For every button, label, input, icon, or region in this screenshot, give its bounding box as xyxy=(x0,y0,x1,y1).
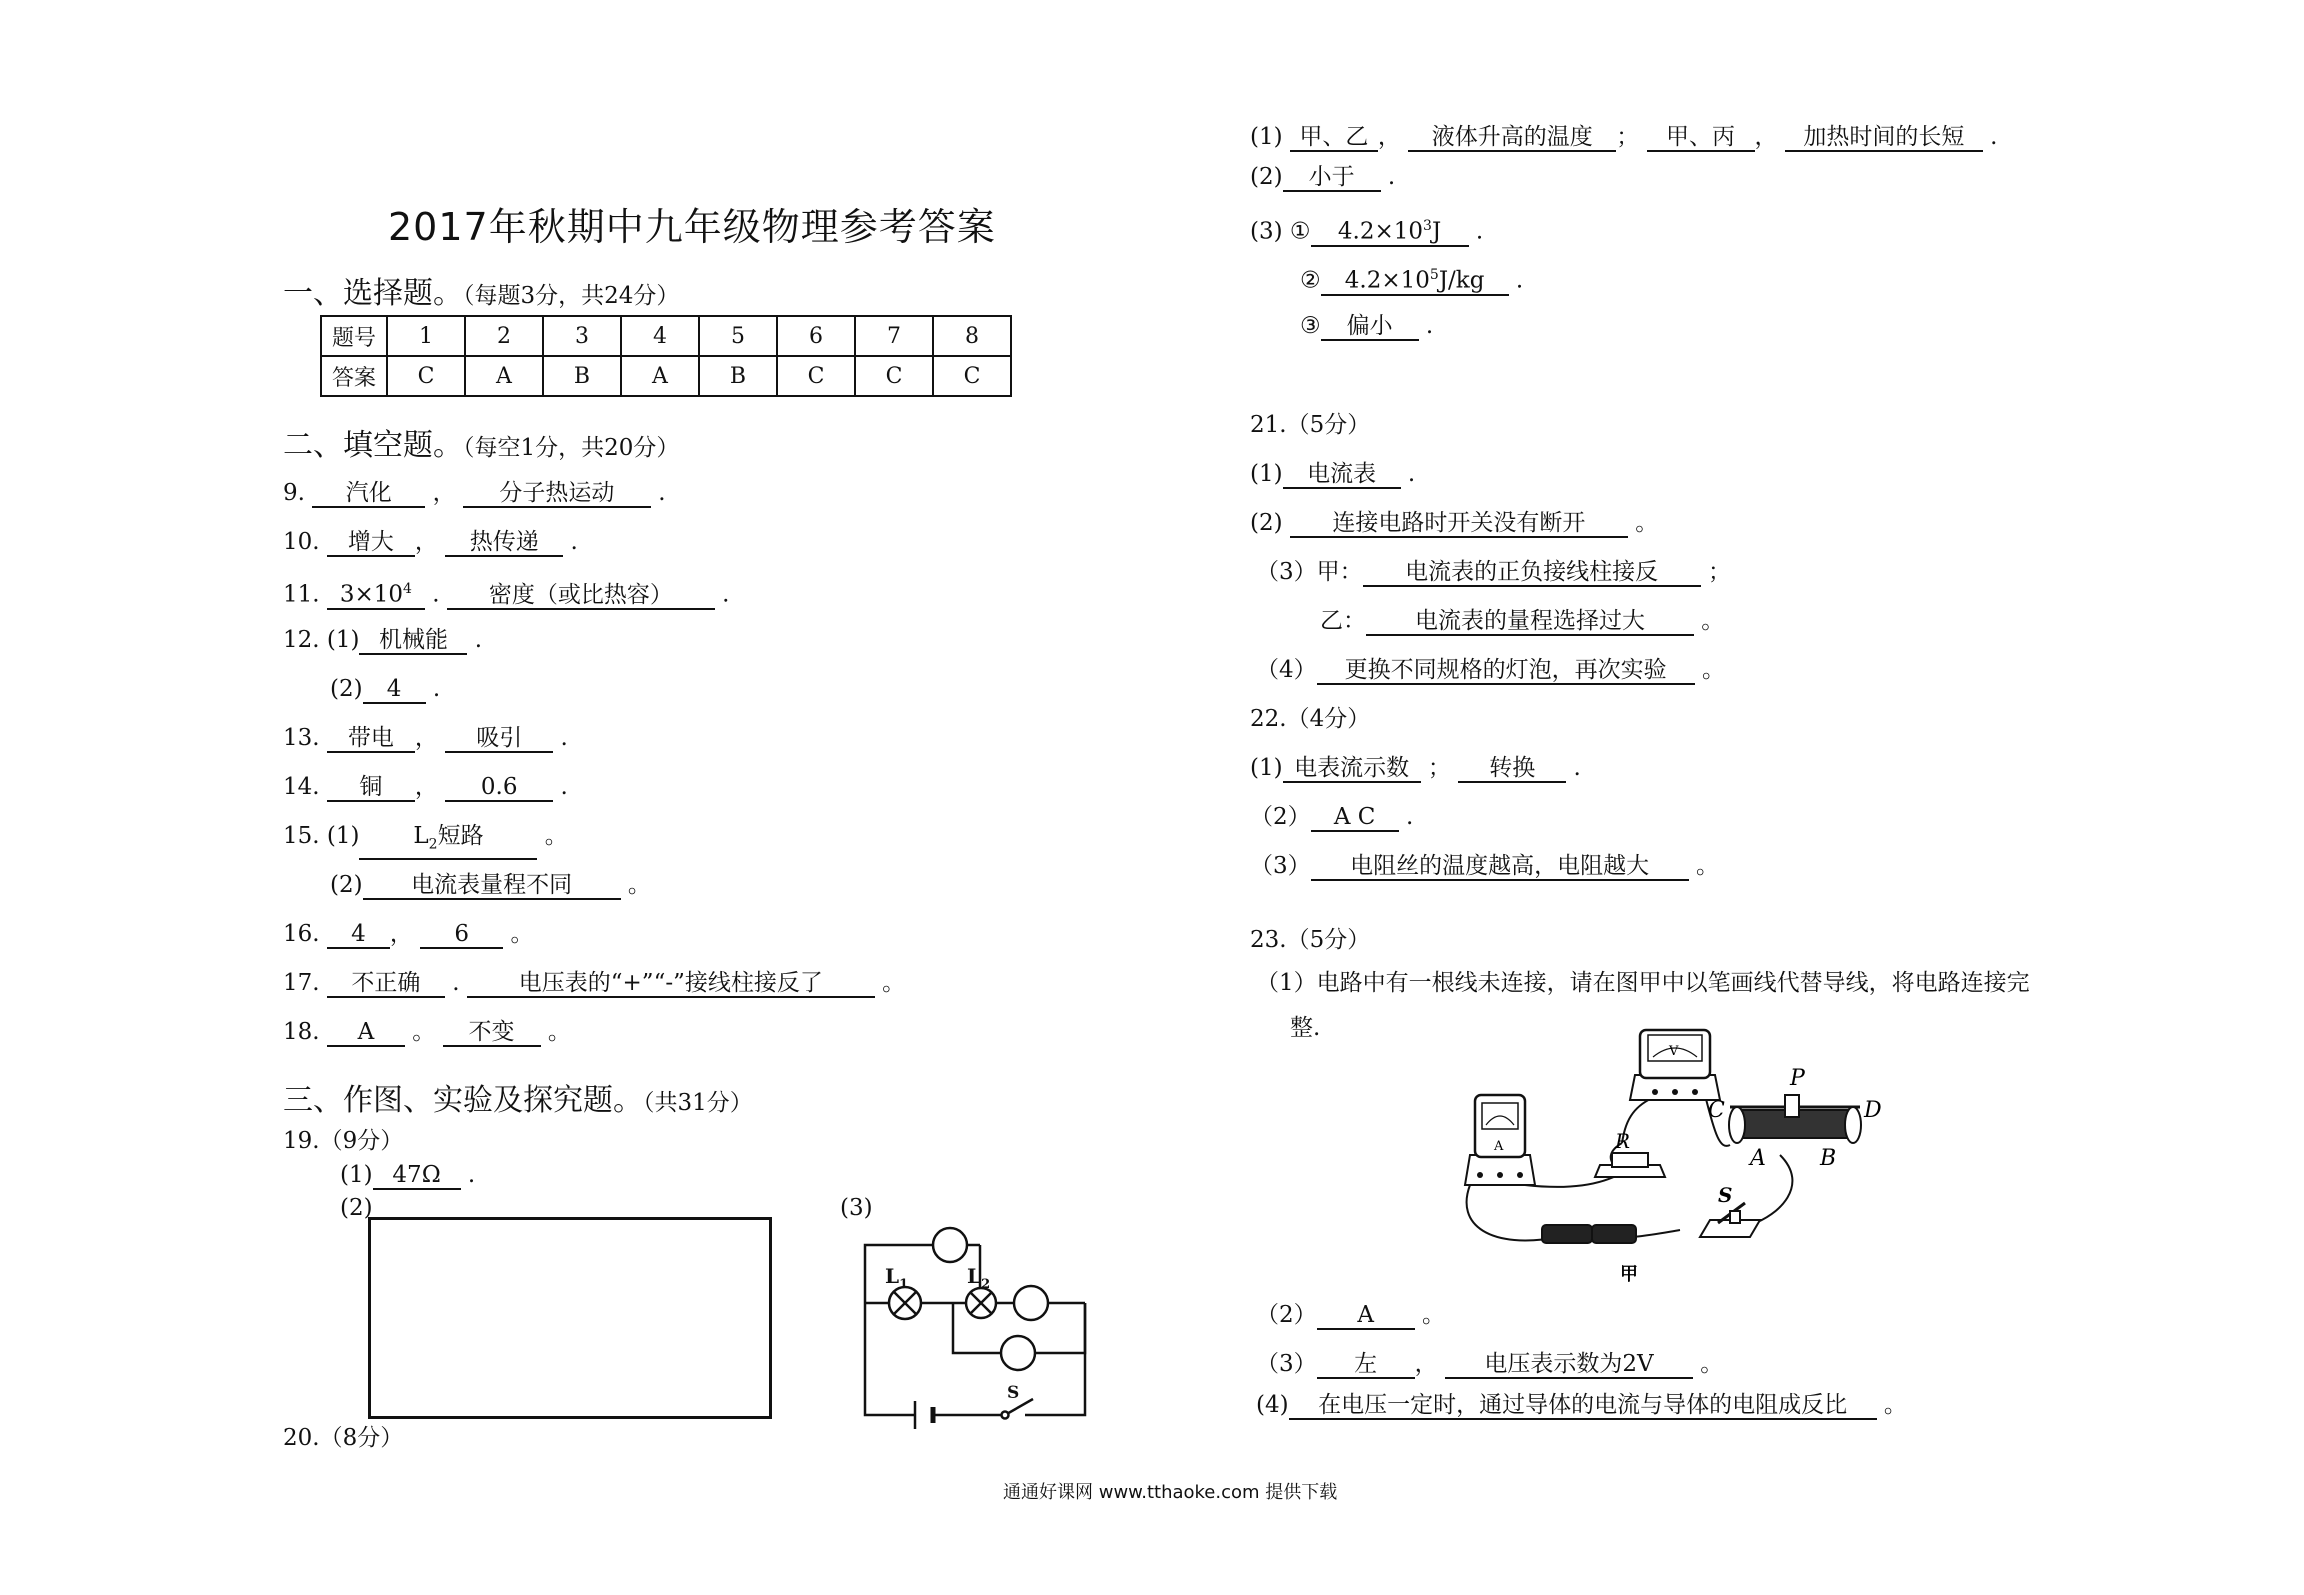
table-cell: 7 xyxy=(855,316,933,356)
answer-table xyxy=(320,315,1012,397)
answer-blank: 4 xyxy=(363,676,426,704)
question-21-part-3-a: （3）甲： 电流表的正负接线柱接反 ； xyxy=(1256,559,1731,585)
section-3-title: 三、作图、实验及探究题。 xyxy=(283,1083,643,1118)
answer-base: 4.2×10 xyxy=(1337,218,1424,245)
answer-exponent: 4 xyxy=(403,581,412,597)
question-21-part-3-b: 乙： 电流表的量程选择过大 。 xyxy=(1320,608,1725,634)
table-cell: C xyxy=(855,356,933,396)
question-21-part-4: （4） 更换不同规格的灯泡，再次实验 。 xyxy=(1256,657,1725,683)
question-19-part-2-label: (2) xyxy=(340,1195,373,1221)
question-22-part-2: （2） A C . xyxy=(1250,804,1414,830)
footer-source: 通通好课网 www.tthaoke.com 提供下载 xyxy=(1003,1482,1338,1503)
switch-icon xyxy=(1700,1183,1760,1237)
question-15: 15. (1) $L_2$短路 。 xyxy=(283,821,568,860)
question-number: 18. xyxy=(283,1019,320,1045)
answer-blank: 甲、乙 xyxy=(1290,124,1378,152)
answer-blank: 吸引 xyxy=(445,725,553,753)
question-20-part-2: (2) 小于 . xyxy=(1250,164,1396,190)
section-2-note: （每空1分，共20分） xyxy=(463,435,680,461)
table-cell: 3 xyxy=(543,316,621,356)
question-21-part-1: (1) 电流表 . xyxy=(1250,461,1416,487)
section-2-title: 二、填空题。 xyxy=(283,428,463,463)
table-cell: 6 xyxy=(777,316,855,356)
question-number: 10. xyxy=(283,529,320,555)
answer-blank: 6 xyxy=(420,921,503,949)
section-3-note: （共31分） xyxy=(643,1090,753,1116)
answer-blank: 电流表 xyxy=(1283,461,1401,489)
answer-blank: 47Ω xyxy=(373,1162,461,1190)
part-label: (1) xyxy=(1250,461,1283,487)
table-cell: C xyxy=(777,356,855,396)
answer-blank: 热传递 xyxy=(445,529,563,557)
answer-blank: 电流表的正负接线柱接反 xyxy=(1363,559,1701,587)
question-number: 15. xyxy=(283,823,320,849)
table-cell: B xyxy=(543,356,621,396)
section-1-title: 一、选择题。 xyxy=(283,276,463,311)
part-label: (2) xyxy=(330,872,363,898)
label-switch: S xyxy=(1007,1383,1020,1403)
answer-blank xyxy=(1311,213,1469,247)
question-22-heading: 22.（4分） xyxy=(1250,706,1371,732)
answer-blank: 加热时间的长短 xyxy=(1785,124,1983,152)
question-19-part-1: (1) 47Ω . xyxy=(340,1162,476,1188)
question-20-part-1: (1) 甲、乙 ， 液体升高的温度 ； 甲、丙 ， 加热时间的长短 . xyxy=(1250,124,1998,150)
table-header-answer: 答案 xyxy=(321,356,387,396)
circuit-diagram xyxy=(855,1215,1095,1445)
answer-blank: 电流表的量程选择过大 xyxy=(1366,608,1694,636)
answer-blank: 电压表示数为2V xyxy=(1445,1351,1693,1379)
table-cell: 8 xyxy=(933,316,1011,356)
question-20-part-3-1: (3) ① $4.2\times 10^3J$ . xyxy=(1250,213,1483,247)
answer-blank: A xyxy=(1317,1302,1415,1330)
answer-blank: A xyxy=(327,1019,405,1047)
question-21-heading: 21.（5分） xyxy=(1250,412,1371,438)
answer-blank: 铜 xyxy=(327,774,415,802)
question-23-prompt-line-1: （1）电路中有一根线未连接，请在图甲中以笔画线代替导线，将电路连接完 xyxy=(1256,970,2030,996)
ammeter-icon xyxy=(1465,1095,1535,1185)
label-l2: $L_2$ xyxy=(967,1264,991,1292)
question-number: 16. xyxy=(283,921,320,947)
part-label: （3） xyxy=(1256,1351,1317,1377)
answer-unit: J xyxy=(1431,218,1442,245)
answer-blank: 密度（或比热容） xyxy=(447,582,715,610)
question-18: 18. A 。 不变 。 xyxy=(283,1019,571,1045)
answer-blank: 电压表的“+”“-”接线柱接反了 xyxy=(467,970,875,998)
question-23-prompt-line-2: 整. xyxy=(1290,1015,1321,1041)
question-22-part-1: (1) 电表流示数 ； 转换 . xyxy=(1250,755,1581,781)
part-label: (3) xyxy=(1250,218,1283,245)
question-23-part-2: （2） A 。 xyxy=(1256,1302,1445,1328)
question-number: 13. xyxy=(283,725,320,751)
table-cell: A xyxy=(465,356,543,396)
question-23-heading: 23.（5分） xyxy=(1250,927,1371,953)
table-cell: A xyxy=(621,356,699,396)
question-9: 9. 汽化 ， 分子热运动 . xyxy=(283,480,666,506)
answer-letter: L xyxy=(413,823,429,849)
part-label: 乙： xyxy=(1320,608,1366,634)
answer-blank: 在电压一定时，通过导体的电流与导体的电阻成反比 xyxy=(1289,1392,1877,1420)
answer-table-number-row xyxy=(321,316,1011,356)
question-14: 14. 铜 ， 0.6 . xyxy=(283,774,568,800)
part-label: （2） xyxy=(1250,804,1311,830)
rheostat-icon xyxy=(1708,1066,1882,1171)
label-b: B xyxy=(1820,1146,1837,1171)
lamp-bottom-icon xyxy=(1001,1336,1035,1370)
section-1-heading xyxy=(283,268,679,312)
question-23-part-4: (4) 在电压一定时，通过导体的电流与导体的电阻成反比 。 xyxy=(1256,1392,1907,1418)
answer-blank: 更换不同规格的灯泡，再次实验 xyxy=(1317,657,1695,685)
page-title: 2017年秋期中九年级物理参考答案 xyxy=(388,205,996,249)
question-20-part-3-2: ② $4.2\times 10^5J/kg$ . xyxy=(1300,262,1523,296)
section-1-note: （每题3分，共24分） xyxy=(463,283,680,309)
table-cell: 1 xyxy=(387,316,465,356)
voltmeter-icon xyxy=(1630,1030,1720,1100)
label-a: A xyxy=(1750,1146,1766,1171)
answer-blank: 不变 xyxy=(443,1019,541,1047)
question-20-heading: 20.（8分） xyxy=(283,1425,404,1451)
question-23-part-3: （3） 左 ， 电压表示数为2V 。 xyxy=(1256,1351,1724,1377)
answer-base: 3×10 xyxy=(339,581,404,608)
question-19-heading: 19.（9分） xyxy=(283,1128,404,1154)
answer-blank xyxy=(1321,262,1509,296)
question-number: 9. xyxy=(283,480,305,506)
question-number: 14. xyxy=(283,774,320,800)
answer-blank: 机械能 xyxy=(359,627,467,655)
switch-pivot-icon xyxy=(1002,1412,1009,1419)
item-mark: ② xyxy=(1300,267,1321,294)
question-16: 16. 4 ， 6 。 xyxy=(283,921,534,947)
answer-blank: 不正确 xyxy=(327,970,445,998)
part-label: （3）甲： xyxy=(1256,559,1363,585)
label-l1: $L_1$ xyxy=(885,1264,909,1292)
question-number: 17. xyxy=(283,970,320,996)
voltmeter-label: V xyxy=(1669,1044,1679,1059)
table-cell: C xyxy=(387,356,465,396)
question-13: 13. 带电 ， 吸引 . xyxy=(283,725,568,751)
question-number: 11. xyxy=(283,581,320,608)
drawing-box xyxy=(368,1217,772,1419)
part-label: (1) xyxy=(326,627,360,653)
answer-blank: 液体升高的温度 xyxy=(1408,124,1616,152)
answer-blank xyxy=(359,823,537,860)
answer-exponent: 3 xyxy=(1423,218,1432,234)
section-2-heading xyxy=(283,420,679,464)
part-label: (2) xyxy=(1250,510,1283,536)
table-cell: 4 xyxy=(621,316,699,356)
label-s: S xyxy=(1718,1183,1733,1207)
answer-base: 4.2×10 xyxy=(1344,267,1430,294)
part-label: (1) xyxy=(1250,124,1283,150)
question-15-part-2: (2) 电流表量程不同 。 xyxy=(330,872,651,898)
answer-blank: 转换 xyxy=(1458,755,1566,783)
question-21-part-2: (2) 连接电路时开关没有断开 。 xyxy=(1250,510,1659,536)
answer-blank: 偏小 xyxy=(1321,313,1419,341)
label-d: D xyxy=(1864,1098,1882,1123)
question-12: 12. (1) 机械能 . xyxy=(283,627,483,653)
answer-blank: 分子热运动 xyxy=(463,480,651,508)
answer-blank: 左 xyxy=(1317,1351,1415,1379)
part-label: （4） xyxy=(1256,657,1317,683)
answer-blank: 4 xyxy=(327,921,390,949)
table-header-number: 题号 xyxy=(321,316,387,356)
item-mark: ③ xyxy=(1300,313,1321,339)
answer-blank: 电阻丝的温度越高，电阻越大 xyxy=(1311,853,1689,881)
question-12-part-2: (2) 4 . xyxy=(330,676,441,702)
answer-unit: J/kg xyxy=(1438,267,1485,294)
answer-blank: 增大 xyxy=(327,529,415,557)
table-cell: B xyxy=(699,356,777,396)
part-label: (4) xyxy=(1256,1392,1289,1418)
label-r: R xyxy=(1615,1129,1631,1153)
label-p: P xyxy=(1790,1066,1805,1091)
ammeter-label: A xyxy=(1494,1139,1504,1154)
question-20-part-3-3: ③ 偏小 . xyxy=(1300,313,1434,339)
table-cell: C xyxy=(933,356,1011,396)
figure-label: 甲 xyxy=(1620,1264,1638,1285)
table-cell: 5 xyxy=(699,316,777,356)
answer-exponent: 5 xyxy=(1429,267,1439,283)
question-number: 12. xyxy=(283,627,320,653)
apparatus-figure xyxy=(1450,1025,1900,1285)
question-17: 17. 不正确 . 电压表的“+”“-”接线柱接反了 。 xyxy=(283,970,906,996)
answer-blank: 汽化 xyxy=(312,480,425,508)
answer-blank: 小于 xyxy=(1283,164,1381,192)
answer-blank: 0.6 xyxy=(445,774,553,802)
answer-table-answer-row xyxy=(321,356,1011,396)
answer-blank: 连接电路时开关没有断开 xyxy=(1290,510,1628,538)
label-c: C xyxy=(1708,1098,1725,1123)
part-label: (1) xyxy=(326,823,360,849)
lamp-top-icon xyxy=(933,1228,967,1262)
question-11: 11. $3\times 10^4$ . 密度（或比热容） . xyxy=(283,576,729,610)
part-label: (2) xyxy=(1250,164,1283,190)
battery-icon xyxy=(1542,1225,1636,1243)
answer-blank: 甲、丙 xyxy=(1647,124,1755,152)
table-cell: 2 xyxy=(465,316,543,356)
answer-blank xyxy=(327,576,425,610)
part-label: （2） xyxy=(1256,1302,1317,1328)
section-3-heading xyxy=(283,1075,753,1119)
part-label: (1) xyxy=(1250,755,1283,781)
answer-blank: A C xyxy=(1311,804,1399,832)
answer-subscript: 2 xyxy=(428,836,438,853)
answer-blank: 电流表量程不同 xyxy=(363,872,621,900)
question-10: 10. 增大 ， 热传递 . xyxy=(283,529,578,555)
answer-blank: 电表流示数 xyxy=(1283,755,1421,783)
part-label: (2) xyxy=(330,676,363,702)
answer-blank: 带电 xyxy=(327,725,415,753)
item-mark: ① xyxy=(1289,218,1311,245)
resistor-icon xyxy=(1595,1129,1665,1177)
question-22-part-3: （3） 电阻丝的温度越高，电阻越大 。 xyxy=(1250,853,1719,879)
answer-text: 短路 xyxy=(437,823,484,849)
question-19-part-3-label: (3) xyxy=(840,1195,873,1221)
part-label: （3） xyxy=(1250,853,1311,879)
lamp-right-icon xyxy=(1014,1286,1048,1320)
part-label: (1) xyxy=(340,1162,373,1188)
